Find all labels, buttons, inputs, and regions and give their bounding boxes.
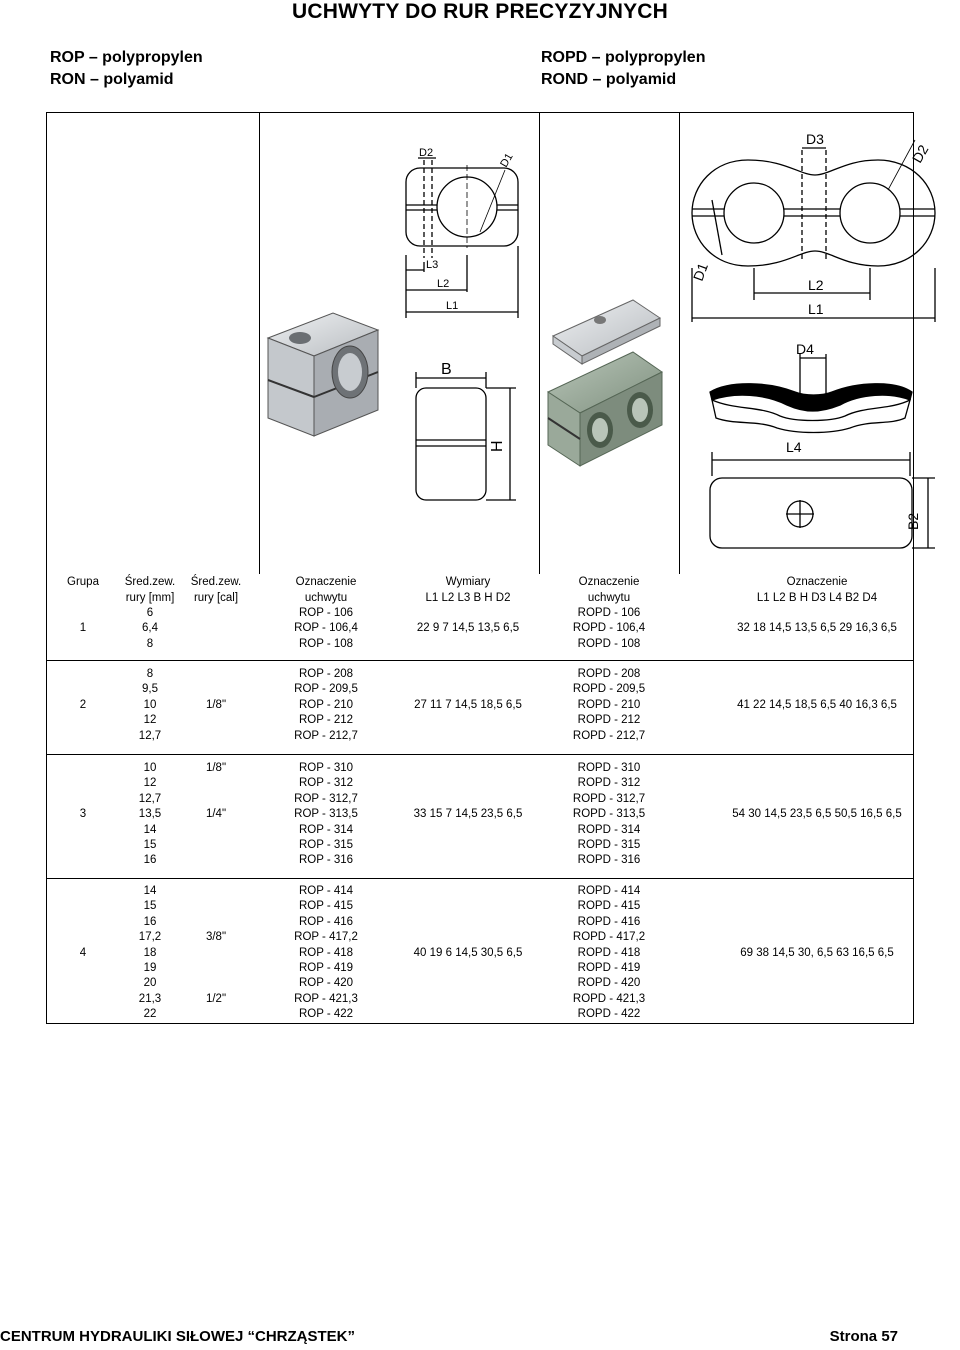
table-cell-code-ropd: ROPD - 312,7 xyxy=(572,792,646,805)
table-cell-diameter-mm: 15 xyxy=(143,900,157,913)
label-d1-single: D1 xyxy=(498,151,516,170)
material-rond: ROND – polyamid xyxy=(541,71,677,88)
group-number: 2 xyxy=(79,698,87,711)
label-d2-single: D2 xyxy=(419,147,434,159)
group-dimensions-rop: 40 19 6 14,5 30,5 6,5 xyxy=(413,946,523,959)
header-sred-cal: Śred.zew. xyxy=(190,576,242,588)
label-l4: L4 xyxy=(786,439,802,455)
header-uchwytu-ropd: uchwytu xyxy=(587,592,631,604)
group-divider-1 xyxy=(47,660,913,661)
table-cell-code-ropd: ROPD - 421,3 xyxy=(572,992,646,1005)
table-cell-code-ropd: ROPD - 106 xyxy=(577,607,641,619)
single-clamp-3d-image xyxy=(268,313,378,436)
table-cell-code-rop: ROP - 419 xyxy=(298,962,354,974)
header-rury-mm: rury [mm] xyxy=(125,592,175,604)
group-number: 1 xyxy=(79,622,87,635)
label-d2-double: D2 xyxy=(908,141,932,166)
table-cell-diameter-mm: 21,3 xyxy=(138,992,162,1005)
label-l1-single: L1 xyxy=(446,300,459,312)
table-cell-code-rop: ROP - 106,4 xyxy=(294,622,358,635)
table-cell-diameter-mm: 10 xyxy=(143,762,157,774)
table-cell-code-ropd: ROPD - 209,5 xyxy=(572,683,646,696)
table-cell-code-rop: ROP - 315 xyxy=(298,839,354,851)
table-cell-code-rop: ROP - 210 xyxy=(298,698,354,711)
table-cell-code-rop: ROP - 108 xyxy=(298,637,354,650)
table-cell-diameter-mm: 10 xyxy=(143,698,157,711)
table-cell-code-ropd: ROPD - 108 xyxy=(577,637,641,650)
table-cell-code-ropd: ROPD - 417,2 xyxy=(572,931,646,944)
table-cell-code-rop: ROP - 208 xyxy=(298,668,354,680)
label-l1-double: L1 xyxy=(808,301,824,317)
label-h: H xyxy=(489,440,506,452)
label-b: B xyxy=(441,361,452,378)
table-cell-diameter-mm: 8 xyxy=(146,668,154,680)
table-cell-code-rop: ROP - 312,7 xyxy=(294,792,358,805)
header-wymiary: Wymiary xyxy=(445,576,491,588)
table-cell-code-rop: ROP - 418 xyxy=(298,946,354,959)
table-cell-diameter-mm: 12,7 xyxy=(138,792,162,805)
table-cell-code-ropd: ROPD - 415 xyxy=(577,900,641,913)
table-cell-code-rop: ROP - 212 xyxy=(298,714,354,727)
table-cell-diameter-mm: 14 xyxy=(143,885,157,897)
table-cell-code-ropd: ROPD - 422 xyxy=(577,1008,641,1021)
table-cell-code-ropd: ROPD - 212 xyxy=(577,714,641,727)
table-cell-diameter-inch: 1/2" xyxy=(205,992,227,1005)
table-cell-code-rop: ROP - 313,5 xyxy=(294,808,358,821)
table-cell-diameter-inch: 1/4" xyxy=(205,808,227,821)
table-cell-code-ropd: ROPD - 312 xyxy=(577,777,641,790)
header-sred-mm: Śred.zew. xyxy=(124,576,176,588)
label-l2-double: L2 xyxy=(808,277,824,293)
table-cell-code-ropd: ROPD - 212,7 xyxy=(572,729,646,742)
table-cell-code-ropd: ROPD - 420 xyxy=(577,977,641,990)
table-cell-code-ropd: ROPD - 313,5 xyxy=(572,808,646,821)
table-cell-diameter-mm: 16 xyxy=(143,915,157,928)
header-oznaczenie-dims: Oznaczenie xyxy=(786,576,848,588)
table-cell-code-ropd: ROPD - 419 xyxy=(577,962,641,974)
table-cell-diameter-mm: 9,5 xyxy=(142,683,158,696)
header-rury-cal: rury [cal] xyxy=(193,592,239,604)
table-cell-diameter-mm: 12 xyxy=(143,714,157,727)
group-number: 4 xyxy=(79,946,87,959)
header-oznaczenie-ropd: Oznaczenie xyxy=(578,576,640,588)
double-clamp-3d-image xyxy=(548,300,662,466)
group-dimensions-ropd: 69 38 14,5 30, 6,5 63 16,5 6,5 xyxy=(740,946,894,959)
group-dimensions-ropd: 54 30 14,5 23,5 6,5 50,5 16,5 6,5 xyxy=(732,808,902,821)
table-cell-diameter-mm: 6 xyxy=(146,607,154,619)
table-cell-code-rop: ROP - 314 xyxy=(298,823,354,836)
table-cell-diameter-mm: 19 xyxy=(143,962,157,974)
header-dims-rop: L1 L2 L3 B H D2 xyxy=(425,592,511,604)
table-cell-code-ropd: ROPD - 106,4 xyxy=(572,622,646,635)
table-cell-code-rop: ROP - 422 xyxy=(298,1008,354,1021)
table-cell-code-ropd: ROPD - 315 xyxy=(577,839,641,851)
table-cell-code-rop: ROP - 312 xyxy=(298,777,354,790)
table-cell-code-rop: ROP - 316 xyxy=(298,854,354,867)
table-cell-code-rop: ROP - 414 xyxy=(298,885,354,897)
group-dimensions-rop: 33 15 7 14,5 23,5 6,5 xyxy=(413,808,523,821)
label-b2: B2 xyxy=(905,512,921,530)
table-cell-diameter-mm: 16 xyxy=(143,854,157,867)
table-cell-diameter-inch: 3/8" xyxy=(205,931,227,944)
group-number: 3 xyxy=(79,808,87,821)
table-cell-code-rop: ROP - 209,5 xyxy=(294,683,358,696)
header-grupa: Grupa xyxy=(67,576,99,588)
group-divider-3 xyxy=(47,878,913,879)
group-dimensions-rop: 22 9 7 14,5 13,5 6,5 xyxy=(416,622,520,635)
table-cell-code-ropd: ROPD - 210 xyxy=(577,698,641,711)
table-cell-diameter-mm: 17,2 xyxy=(138,931,162,944)
table-cell-diameter-mm: 12 xyxy=(143,777,157,790)
group-dimensions-ropd: 32 18 14,5 13,5 6,5 29 16,3 6,5 xyxy=(737,622,897,635)
group-dimensions-rop: 27 11 7 14,5 18,5 6,5 xyxy=(414,698,522,711)
technical-drawings xyxy=(0,0,960,570)
label-l3: L3 xyxy=(426,259,439,271)
table-cell-diameter-mm: 13,5 xyxy=(138,808,162,821)
table-cell-diameter-mm: 8 xyxy=(146,637,154,650)
table-cell-diameter-mm: 12,7 xyxy=(138,729,162,742)
footer-company: CENTRUM HYDRAULIKI SIŁOWEJ “CHRZĄSTEK” xyxy=(0,1328,355,1345)
label-d3: D3 xyxy=(806,131,824,147)
table-cell-code-rop: ROP - 212,7 xyxy=(294,729,358,742)
table-cell-diameter-mm: 6,4 xyxy=(142,622,158,635)
group-divider-2 xyxy=(47,754,913,755)
table-cell-code-rop: ROP - 106 xyxy=(298,607,354,619)
table-cell-diameter-inch: 1/8" xyxy=(205,698,227,711)
table-cell-code-ropd: ROPD - 414 xyxy=(577,885,641,897)
material-ron: RON – polyamid xyxy=(50,71,174,88)
table-cell-code-ropd: ROPD - 208 xyxy=(577,668,641,680)
table-cell-code-rop: ROP - 420 xyxy=(298,977,354,990)
header-dims-ropd: L1 L2 B H D3 L4 B2 D4 xyxy=(756,592,878,604)
table-cell-code-rop: ROP - 415 xyxy=(298,900,354,913)
table-cell-code-ropd: ROPD - 416 xyxy=(577,915,641,928)
material-ropd: ROPD – polypropylen xyxy=(541,49,706,66)
table-cell-code-rop: ROP - 417,2 xyxy=(294,931,358,944)
table-cell-diameter-mm: 18 xyxy=(143,946,157,959)
table-cell-code-ropd: ROPD - 310 xyxy=(577,762,641,774)
label-d1-double: D1 xyxy=(689,260,711,284)
table-cell-diameter-mm: 14 xyxy=(143,823,157,836)
table-cell-code-rop: ROP - 310 xyxy=(298,762,354,774)
table-cell-diameter-mm: 22 xyxy=(143,1008,157,1021)
group-dimensions-ropd: 41 22 14,5 18,5 6,5 40 16,3 6,5 xyxy=(737,698,897,711)
label-l2-single: L2 xyxy=(437,278,450,290)
table-cell-diameter-inch: 1/8" xyxy=(205,762,227,774)
table-cell-code-rop: ROP - 416 xyxy=(298,915,354,928)
footer-page-number: Strona 57 xyxy=(829,1328,898,1345)
page-title: UCHWYTY DO RUR PRECYZYJNYCH xyxy=(291,0,669,23)
table-cell-code-ropd: ROPD - 418 xyxy=(577,946,641,959)
material-rop: ROP – polypropylen xyxy=(50,49,203,66)
table-cell-code-ropd: ROPD - 314 xyxy=(577,823,641,836)
header-uchwytu-rop: uchwytu xyxy=(304,592,348,604)
table-cell-diameter-mm: 15 xyxy=(143,839,157,851)
header-oznaczenie-rop: Oznaczenie xyxy=(295,576,357,588)
table-cell-code-ropd: ROPD - 316 xyxy=(577,854,641,867)
table-cell-code-rop: ROP - 421,3 xyxy=(294,992,358,1005)
table-cell-diameter-mm: 20 xyxy=(143,977,157,990)
label-d4: D4 xyxy=(796,341,814,357)
